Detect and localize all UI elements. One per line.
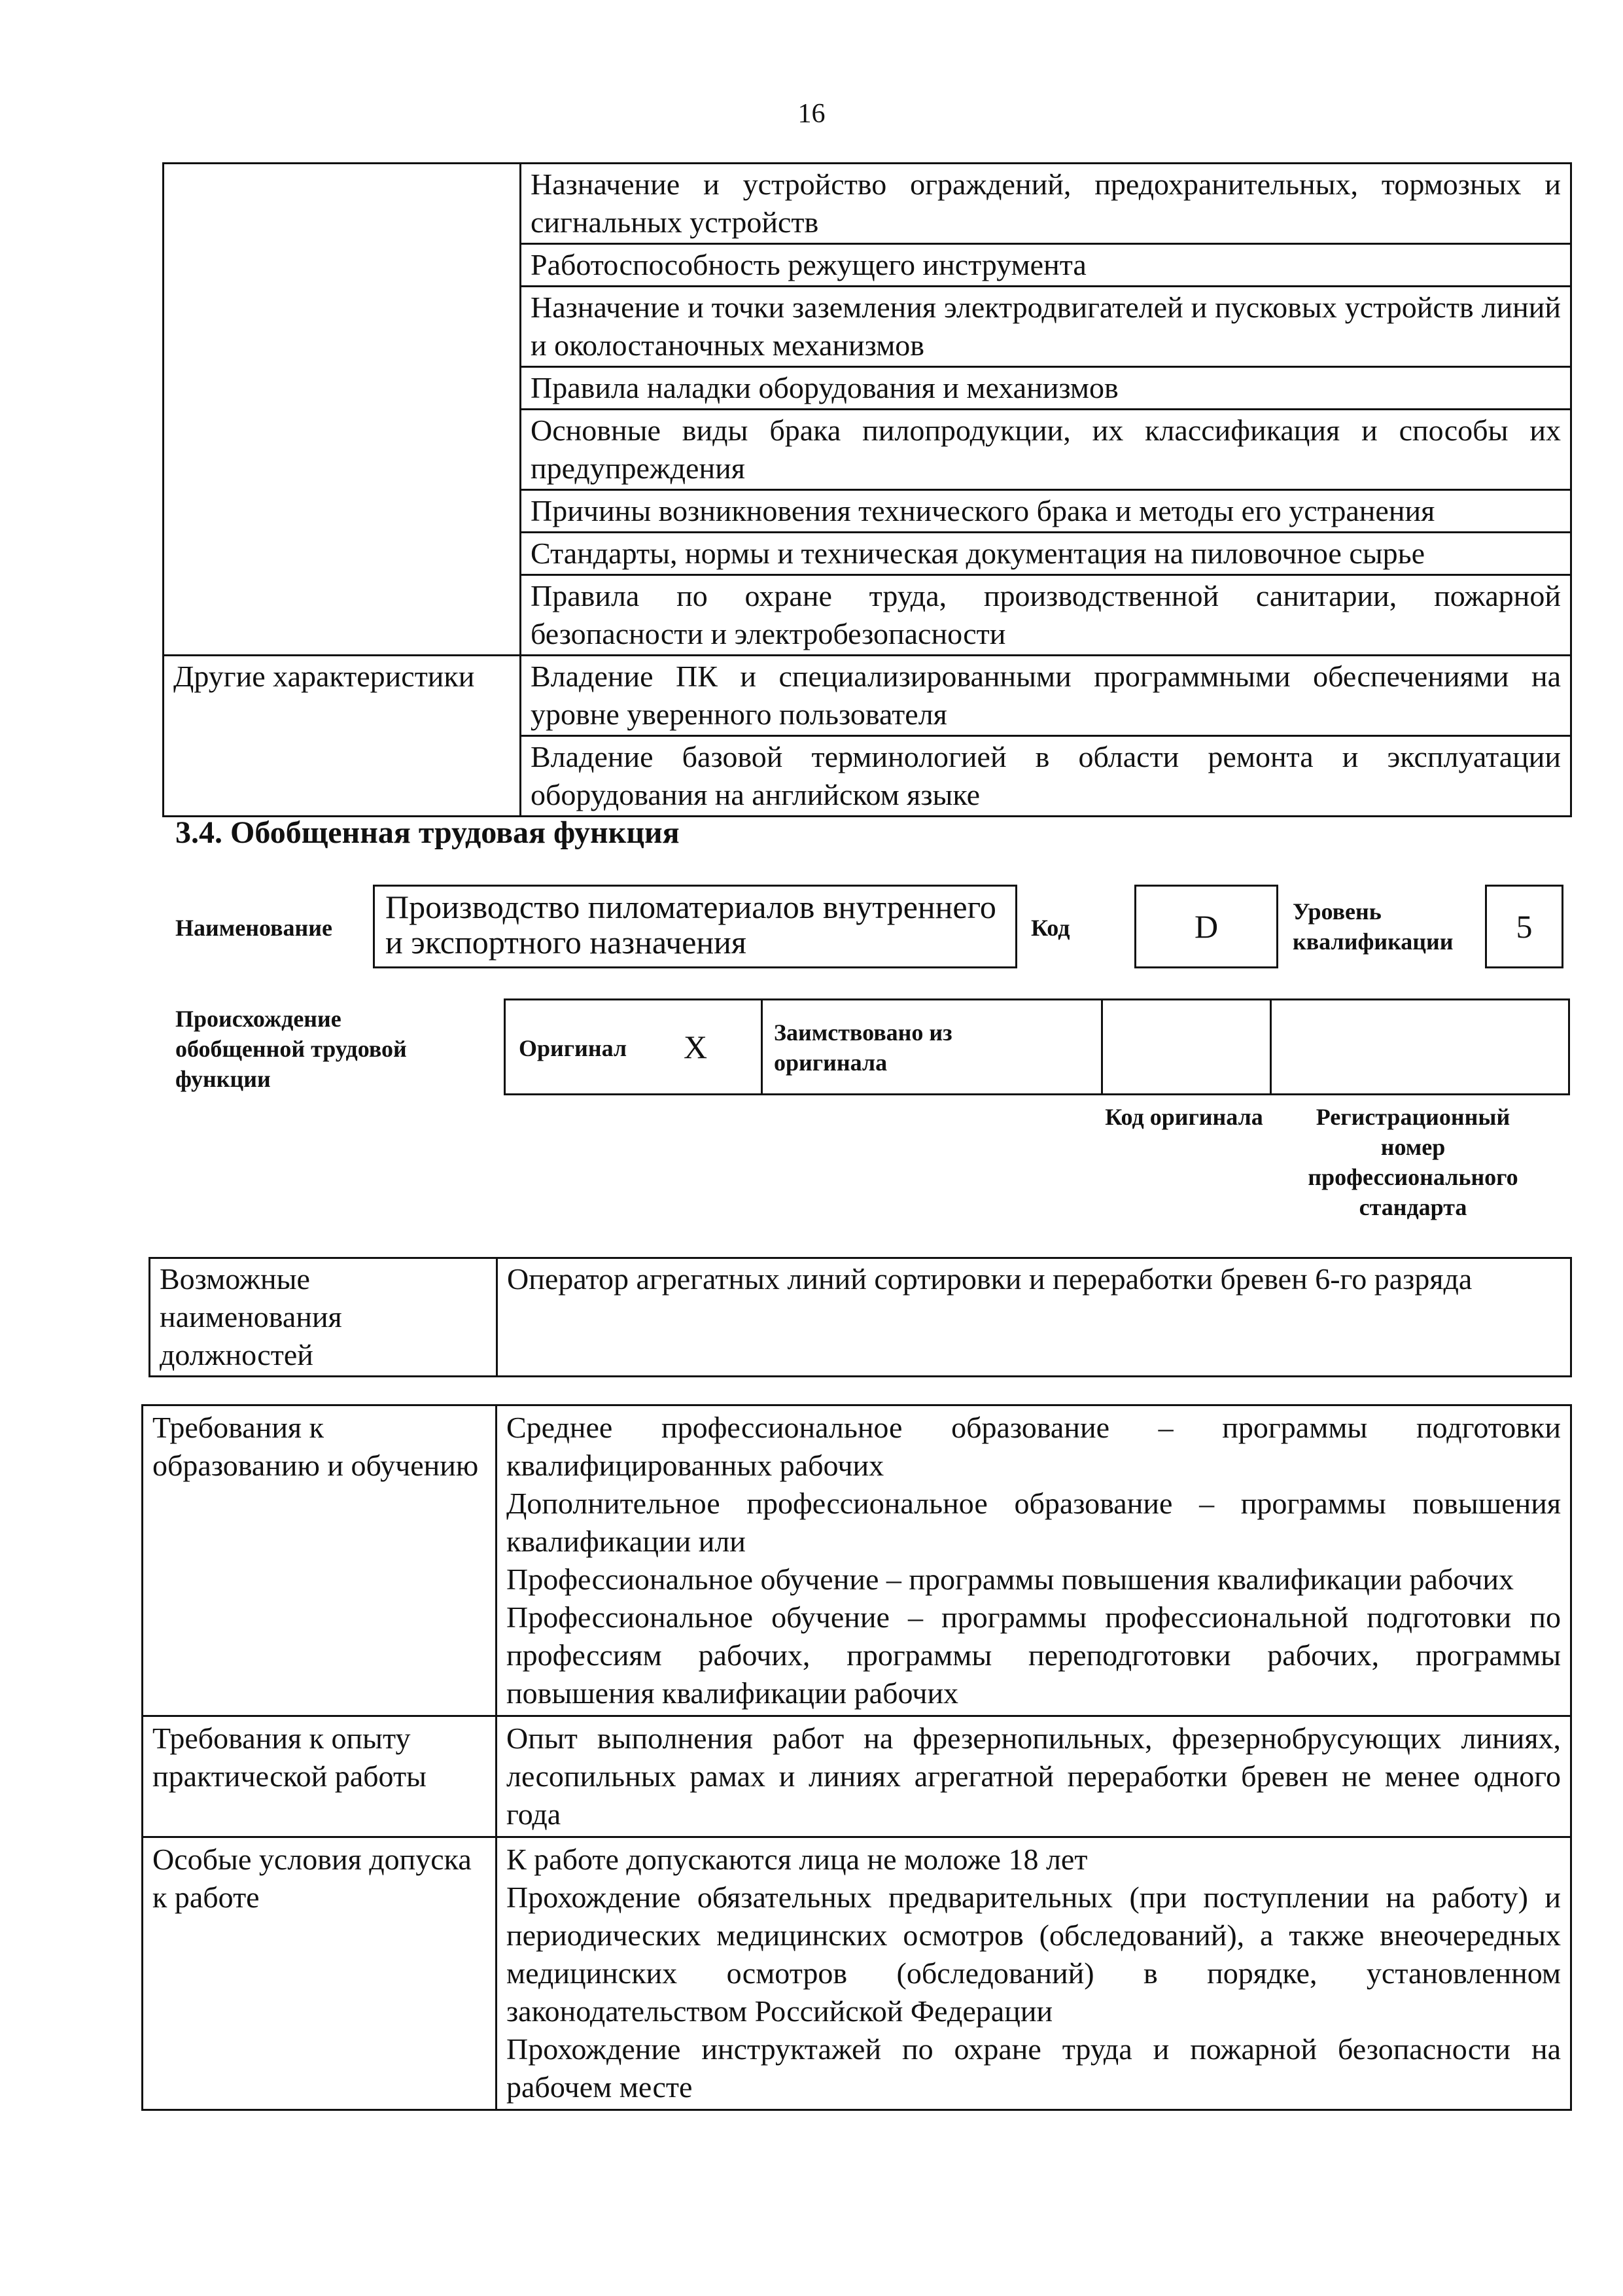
section-title: 3.4. Обобщенная трудовая функция	[175, 815, 680, 850]
original-mark: X	[684, 1029, 708, 1065]
other-characteristics-row: Владение базовой терминологией в области ремонта и эксплуатации оборудования на английском языке	[521, 736, 1571, 817]
name-value-box	[373, 885, 1017, 968]
level-value-box	[1485, 885, 1563, 968]
other-characteristics-row: Владение ПК и специализированными программными обеспечениями на уровне уверенного пользователя	[521, 656, 1571, 736]
requirement-value	[497, 1405, 1571, 1716]
empty-label-cell	[164, 164, 521, 656]
knowledge-row: Назначение и точки заземления электродвигателей и пусковых устройств линий и околостаночных механизмов	[521, 287, 1571, 367]
requirement-line: К работе допускаются лица не моложе 18 лет	[506, 1843, 1088, 1876]
knowledge-row: Основные виды брака пилопродукции, их классификация и способы их предупреждения	[521, 410, 1571, 490]
positions-label: Возможные наименования должностей	[150, 1258, 497, 1377]
origin-label: Происхождение обобщенной трудовой функции	[175, 1006, 407, 1092]
reg-number-caption: Регистрационный номер профессионального стандарта	[1308, 1104, 1518, 1220]
requirement-row	[143, 1405, 1571, 1716]
knowledge-row: Назначение и устройство ограждений, предохранительных, тормозных и сигнальных устройств	[521, 164, 1571, 244]
page-number: 16	[797, 99, 826, 129]
knowledge-row: Правила наладки оборудования и механизмов	[521, 367, 1571, 410]
requirement-label: Особые условия допуска к работе	[143, 1837, 497, 2110]
requirement-row	[143, 1716, 1571, 1837]
requirement-line: Профессиональное обучение – программы повышения квалификации рабочих	[506, 1563, 1514, 1596]
requirements-table	[141, 1404, 1572, 2111]
code-original-caption: Код оригинала	[1105, 1104, 1263, 1130]
requirement-line: Прохождение обязательных предварительных (при поступлении на работу) и периодических медицинских осмотров (обследований), а также внеочередных медицинских осмотров (обследований) в порядке, установленном законодательством Российской Федерации	[506, 1881, 1561, 2028]
name-label: Наименование	[175, 915, 332, 941]
knowledge-table	[162, 162, 1572, 817]
requirement-line: Дополнительное профессиональное образование – программы повышения квалификации или	[506, 1487, 1561, 1558]
positions-value: Оператор агрегатных линий сортировки и переработки бревен 6-го разряда	[497, 1258, 1571, 1377]
code-value: D	[1194, 908, 1219, 945]
requirement-row	[143, 1837, 1571, 2110]
code-label: Код	[1031, 915, 1070, 941]
knowledge-row: Стандарты, нормы и техническая документация на пиловочное сырье	[521, 533, 1571, 575]
borrowed-label: Заимствовано из оригинала	[774, 1019, 952, 1076]
original-label: Оригинал	[519, 1035, 627, 1061]
other-characteristics-label: Другие характеристики	[164, 656, 521, 817]
level-label: Уровень квалификации	[1293, 898, 1454, 955]
knowledge-row: Причины возникновения технического брака и методы его устранения	[521, 490, 1571, 533]
knowledge-row: Работоспособность режущего инструмента	[521, 244, 1571, 287]
origin-box	[504, 998, 1570, 1095]
requirement-line: Среднее профессиональное образование – программы подготовки квалифицированных рабочих	[506, 1411, 1561, 1482]
level-value: 5	[1516, 908, 1533, 945]
code-value-box	[1134, 885, 1278, 968]
requirement-label: Требования к опыту практической работы	[143, 1716, 497, 1837]
requirement-line: Прохождение инструктажей по охране труда и пожарной безопасности на рабочем месте	[506, 2032, 1561, 2104]
name-value: Производство пиломатериалов внутреннего и экспортного назначения	[385, 889, 996, 961]
positions-table	[148, 1257, 1572, 1377]
requirement-line: Профессиональное обучение – программы профессиональной подготовки по профессиям рабочих, программы переподготовки рабочих, программы повышения квалификации рабочих	[506, 1600, 1561, 1710]
requirement-label: Требования к образованию и обучению	[143, 1405, 497, 1716]
requirement-line: Опыт выполнения работ на фрезернопильных, фрезернобрусующих линиях, лесопильных рамах и линиях агрегатной переработки бревен не менее одного года	[506, 1722, 1561, 1831]
knowledge-row: Правила по охране труда, производственной санитарии, пожарной безопасности и электробезопасности	[521, 575, 1571, 656]
requirement-value	[497, 1837, 1571, 2110]
requirement-value	[497, 1716, 1571, 1837]
